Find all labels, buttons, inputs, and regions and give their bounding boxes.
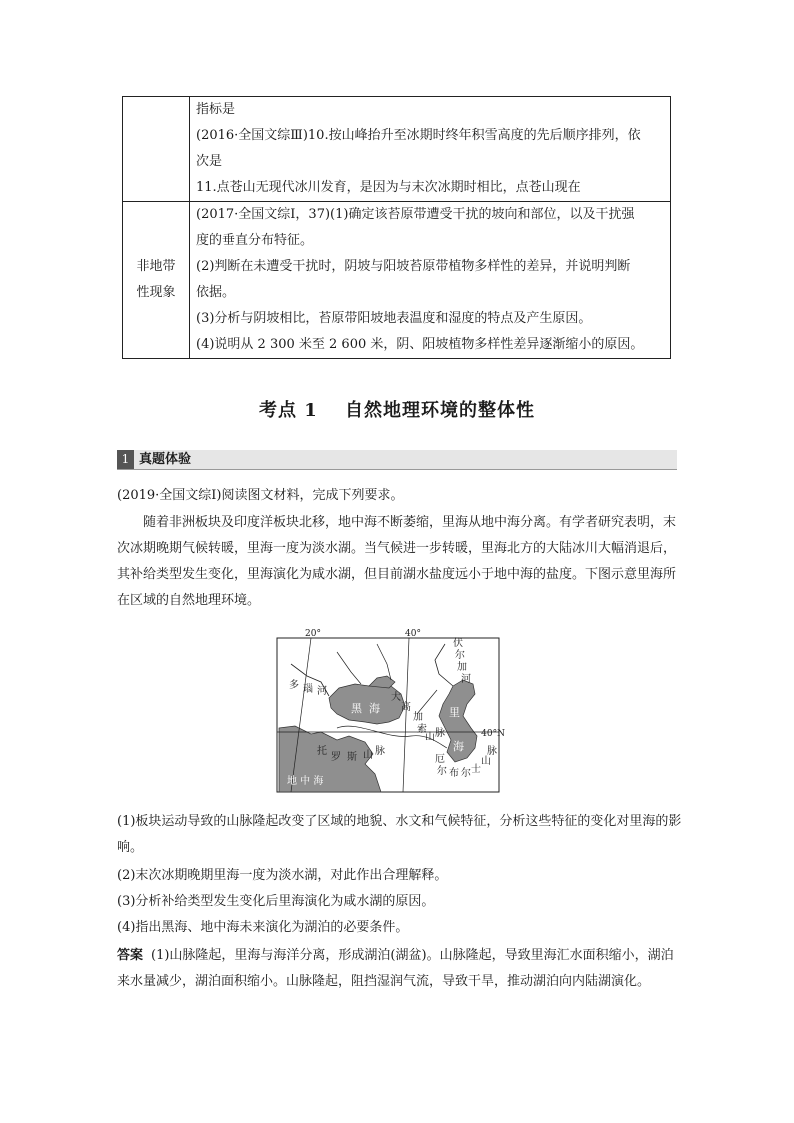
- map-char: 海: [453, 740, 464, 753]
- map-char: 布: [449, 768, 459, 779]
- question-source: (2019·全国文综Ⅰ)阅读图文材料，完成下列要求。: [117, 488, 404, 503]
- map-char: 伏: [453, 638, 463, 649]
- map-char: 山: [363, 750, 373, 761]
- table-row: [123, 202, 671, 359]
- map-char: 里: [449, 706, 460, 719]
- map-char: 加: [457, 662, 467, 673]
- map-char: 海: [369, 702, 380, 715]
- map-char: 加: [413, 712, 423, 723]
- row-content: [190, 97, 671, 202]
- section-bar: [117, 450, 677, 470]
- question-item-4: (4)指出黑海、地中海未来演化为湖泊的必要条件。: [117, 920, 409, 935]
- section-title: [0, 396, 794, 422]
- section-title-text: 自然地理环境的整体性: [345, 400, 536, 421]
- map-char: 瑙: [303, 684, 313, 695]
- map-char: 厄: [435, 754, 445, 765]
- map-char: 脉: [375, 746, 385, 757]
- row-line: (2)判断在未遭受干扰时，阴坡与阳坡苔原带植物多样性的差异，并说明判断: [196, 259, 631, 274]
- map-char: 山: [481, 756, 491, 767]
- map-char: 多: [289, 680, 299, 691]
- map-char: 高: [401, 702, 411, 713]
- map-char: 士: [471, 764, 481, 775]
- map-char: 脉: [435, 728, 445, 739]
- answer-text: (1)山脉隆起，里海与海洋分离，形成湖泊(湖盆)。山脉隆起，导致里海汇水面积缩小，湖泊来水量减少，湖泊面积缩小。山脉隆起，阻挡湿润气流，导致干旱，推动湖泊向内陆湖演化。: [117, 948, 674, 989]
- map-char: 尔: [455, 650, 465, 661]
- row-content: [190, 202, 671, 359]
- row-line: 度的垂直分布特征。: [196, 233, 314, 248]
- question-item-1: (1)板块运动导致的山脉隆起改变了区域的地貌、水文和气候特征，分析这些特征的变化对里海的影响。: [117, 814, 682, 855]
- map-char: 托: [317, 746, 327, 757]
- row-line: (2017·全国文综Ⅰ，37)(1)确定该苔原带遭受干扰的坡向和部位，以及干扰强: [196, 207, 635, 222]
- table-row: [123, 97, 671, 202]
- row-line: 11.点苍山无现代冰川发育，是因为与末次冰期时相比，点苍山现在: [196, 180, 581, 195]
- map-char: 尔: [437, 766, 447, 777]
- row-line: 指标是: [196, 102, 236, 117]
- row-line: (4)说明从 2 300 米至 2 600 米，阴、阳坡植物多样性差异逐渐缩小的原因。: [196, 337, 644, 352]
- row-label-line: 性现象: [136, 285, 176, 300]
- map-char: 黑: [351, 702, 362, 715]
- row-line: (2016·全国文综Ⅲ)10.按山峰抬升至冰期时终年积雪高度的先后顺序排列，依: [196, 128, 641, 143]
- latitude-40-label: 40°N: [481, 729, 505, 739]
- answer: [117, 943, 682, 995]
- longitude-20-label: 20°: [305, 629, 321, 639]
- question-item-3: (3)分析补给类型发生变化后里海演化为咸水湖的原因。: [117, 894, 435, 909]
- mediterranean-label: 地 中 海: [287, 776, 324, 787]
- row-line: 依据。: [196, 285, 236, 300]
- row-label: [123, 202, 190, 359]
- section-bar-text: 真题体验: [139, 452, 192, 467]
- map-char: 山: [425, 732, 435, 743]
- map-char: 罗: [331, 752, 341, 763]
- map-char: 脉: [487, 746, 497, 757]
- caspian-region-map: [277, 624, 505, 794]
- section-bar-number: 1: [117, 450, 134, 469]
- map-char: 河: [461, 674, 471, 685]
- row-label: [123, 97, 190, 202]
- map-char: 大: [391, 692, 401, 703]
- question-material: 随着非洲板块及印度洋板块北移，地中海不断萎缩，里海从地中海分离。有学者研究表明，末次冰期晚期气候转暖，里海一度为淡水湖。当气候进一步转暖，里海北方的大陆冰川大幅消退后，其补给类型发生变化，里海演化为咸水湖，但目前湖水盐度远小于地中海的盐度。下图示意里海所在区域的自然地理环境。: [117, 515, 677, 608]
- question-item-2: (2)末次冰期晚期里海一度为淡水湖，对此作出合理解释。: [117, 868, 448, 883]
- map-char: 尔: [461, 768, 471, 779]
- answer-label: 答案: [117, 948, 144, 963]
- map-char: 索: [417, 724, 427, 735]
- map-char: 河: [317, 686, 327, 697]
- exam-table: [122, 96, 671, 359]
- row-line: 次是: [196, 154, 223, 169]
- row-label-line: 非地带: [136, 259, 176, 274]
- row-line: (3)分析与阴坡相比，苔原带阳坡地表温度和湿度的特点及产生原因。: [196, 311, 592, 326]
- longitude-40-label: 40°: [405, 629, 421, 639]
- section-title-number: 考点 1: [258, 400, 318, 421]
- map-char: 斯: [347, 752, 357, 763]
